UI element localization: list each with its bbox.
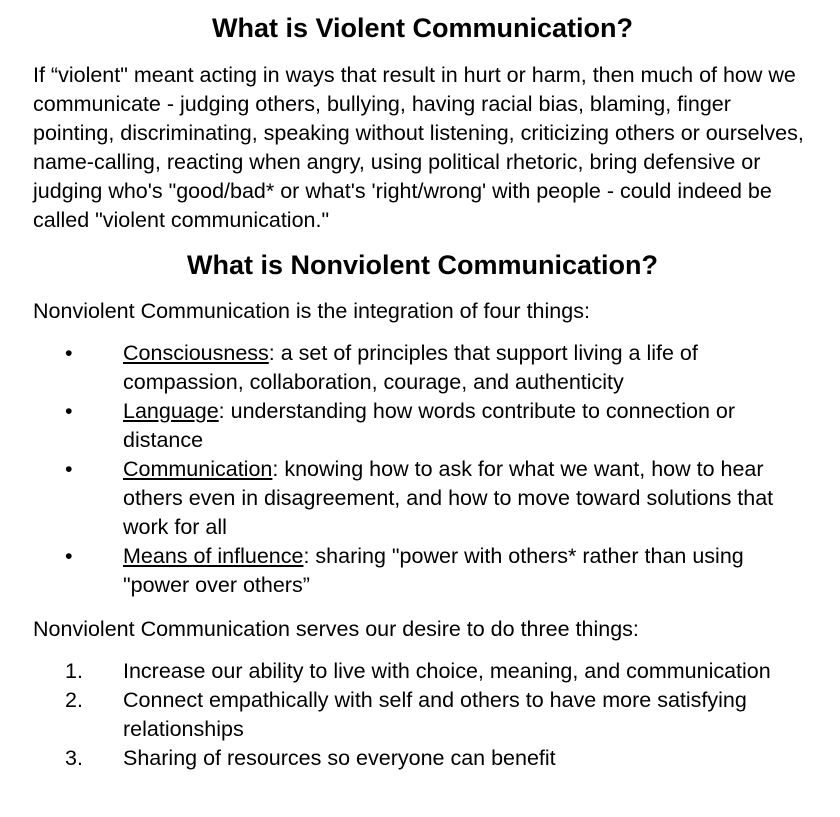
- list-item-text: [123, 455, 812, 542]
- bullet-icon: •: [65, 544, 73, 568]
- list-item-text: [123, 397, 812, 455]
- number-marker: 2.: [65, 688, 83, 712]
- number-marker: 3.: [65, 746, 83, 770]
- three-things-intro: Nonviolent Communication serves our desire to do three things:: [33, 617, 639, 641]
- violent-communication-paragraph: If “violent" meant acting in ways that result in hurt or harm, then much of how we communicate - judging others, bullying, having racial bias, blaming, finger pointing, discriminating, speaking without listening, criticizing others or ourselves, name-calling, reacting when angry, using political rhetoric, bring defensive or judging who's "good/bad* or what's 'right/wrong' with people - could indeed be called "violent communication.": [33, 63, 804, 232]
- three-things-list: [65, 657, 812, 773]
- list-item-language: [65, 397, 812, 455]
- term-description: : sharing "power with others* rather than using "power over others”: [123, 544, 744, 597]
- list-item-text: Increase our ability to live with choice, meaning, and communication: [123, 659, 771, 683]
- numbered-item-3: [65, 744, 812, 773]
- numbered-item-1: [65, 657, 812, 686]
- violent-communication-title: What is Violent Communication?: [211, 13, 634, 43]
- bullet-icon: •: [65, 399, 73, 423]
- list-item-text: Connect empathically with self and others to have more satisfying relationships: [123, 688, 747, 741]
- term-means-of-influence: Means of influence: [123, 544, 304, 568]
- term-description: : understanding how words contribute to connection or distance: [123, 399, 735, 452]
- numbered-item-2: [65, 686, 812, 744]
- term-consciousness: Consciousness: [123, 341, 269, 365]
- term-communication: Communication: [123, 457, 273, 481]
- list-item-consciousness: [65, 339, 812, 397]
- bullet-icon: •: [65, 341, 73, 365]
- list-item-means-of-influence: [65, 542, 812, 600]
- number-marker: 1.: [65, 659, 83, 683]
- nonviolent-communication-title: What is Nonviolent Communication?: [187, 250, 658, 280]
- list-item-text: [123, 542, 812, 600]
- term-description: : knowing how to ask for what we want, how to hear others even in disagreement, and how to move toward solutions that work for all: [123, 457, 774, 539]
- bullet-icon: •: [65, 457, 73, 481]
- list-item-text: [123, 339, 812, 397]
- four-things-list: [65, 339, 812, 600]
- list-item-communication: [65, 455, 812, 542]
- four-things-intro: Nonviolent Communication is the integration of four things:: [33, 299, 590, 323]
- list-item-text: Sharing of resources so everyone can benefit: [123, 746, 556, 770]
- term-description: : a set of principles that support living a life of compassion, collaboration, courage, and authenticity: [123, 341, 698, 394]
- term-language: Language: [123, 399, 219, 423]
